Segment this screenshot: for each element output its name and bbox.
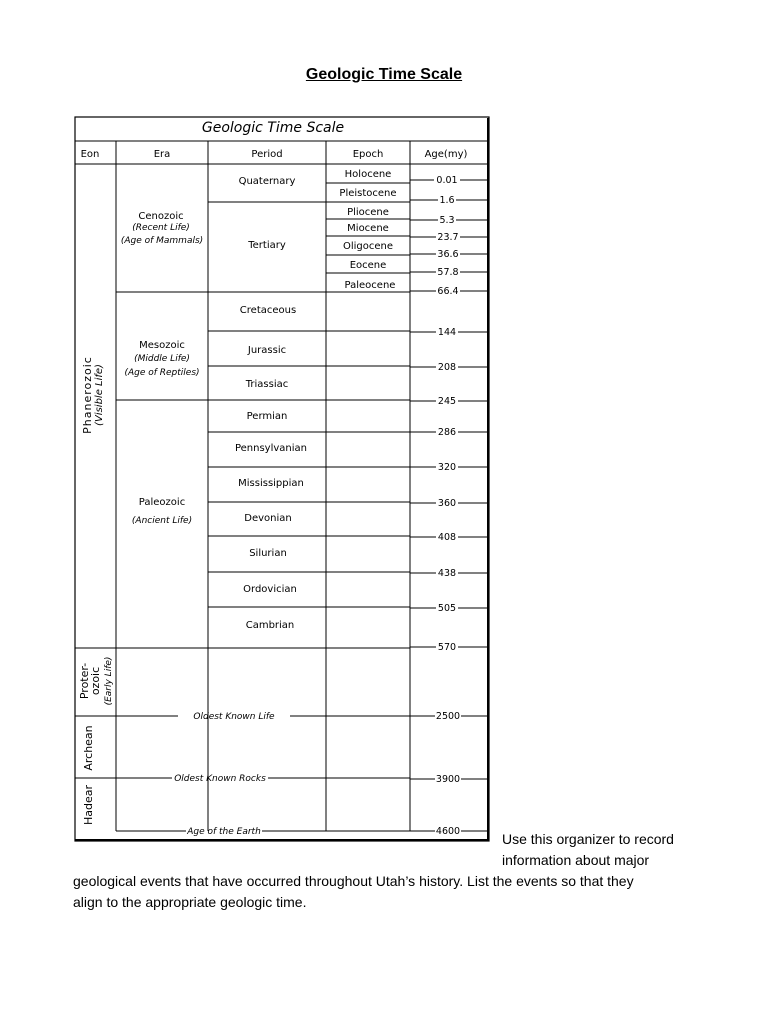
epoch-paleocene: Paleocene (344, 280, 396, 291)
header-era: Era (153, 149, 171, 160)
age-66-4: 66.4 (437, 286, 459, 297)
period-silurian: Silurian (249, 548, 287, 559)
event-oldest-rocks: Oldest Known Rocks (174, 774, 266, 784)
body-text-line-2: align to the appropriate geologic time. (73, 894, 307, 910)
period-cretaceous: Cretaceous (239, 305, 297, 316)
age-286: 286 (437, 427, 457, 438)
age-3900: 3900 (435, 774, 461, 785)
organizer-instructions: Use this organizer to record information about major (502, 831, 674, 868)
event-oldest-life: Oldest Known Life (193, 712, 275, 722)
period-ordovician: Ordovician (243, 584, 297, 595)
age-144: 144 (437, 327, 457, 338)
eon-phanerozoic-note: (Visible Life) (94, 364, 105, 426)
document-title: Geologic Time Scale (305, 66, 463, 83)
age-5-3: 5.3 (439, 215, 455, 226)
eon-proterozoic-line1: Proter- (78, 662, 91, 700)
header-period: Period (251, 149, 283, 160)
age-1-6: 1.6 (439, 195, 455, 206)
era-mesozoic: Mesozoic (139, 340, 185, 351)
age-360: 360 (437, 498, 457, 509)
eon-hadean: Hadear (82, 784, 95, 826)
eon-proterozoic-note: (Early Life) (104, 656, 114, 706)
age-408: 408 (437, 532, 457, 543)
body-text-line-1: geological events that have occurred throughout Utah’s history. List the events so that they (73, 873, 634, 889)
epoch-pleistocene: Pleistocene (339, 188, 397, 199)
era-mesozoic-note2: (Age of Reptiles) (124, 368, 200, 378)
period-tertiary: Tertiary (248, 240, 286, 251)
era-cenozoic: Cenozoic (138, 211, 184, 222)
epoch-miocene: Miocene (347, 223, 389, 234)
period-mississippian: Mississippian (238, 478, 304, 489)
epoch-holocene: Holocene (344, 169, 392, 180)
period-permian: Permian (246, 411, 288, 422)
period-triassiac: Triassiac (245, 379, 289, 390)
table-caption: Geologic Time Scale (201, 120, 345, 136)
age-36-6: 36.6 (437, 249, 459, 260)
age-57-8: 57.8 (437, 267, 459, 278)
age-570: 570 (437, 642, 457, 653)
era-cenozoic-note1: (Recent Life) (132, 223, 190, 233)
era-paleozoic: Paleozoic (138, 497, 186, 508)
eon-archean: Archean (82, 725, 95, 771)
header-eon: Eon (80, 149, 100, 160)
age-labels (434, 174, 461, 837)
age-208: 208 (437, 362, 457, 373)
period-pennsylvanian: Pennsylvanian (234, 443, 308, 454)
age-23-7: 23.7 (437, 232, 459, 243)
era-mesozoic-note1: (Middle Life) (134, 354, 190, 364)
period-jurassic: Jurassic (247, 345, 287, 356)
epoch-pliocene: Pliocene (347, 207, 389, 218)
era-paleozoic-note1: (Ancient Life) (131, 516, 193, 526)
eon-phanerozoic: Phanerozoic (81, 356, 94, 434)
age-245: 245 (437, 396, 457, 407)
epoch-eocene: Eocene (349, 260, 387, 271)
eon-proterozoic-line2: ozoic (89, 666, 102, 696)
epoch-oligocene: Oligocene (342, 241, 394, 252)
age-4600: 4600 (435, 826, 461, 837)
header-epoch: Epoch (352, 149, 384, 160)
age-505: 505 (437, 603, 457, 614)
period-devonian: Devonian (244, 513, 292, 524)
age-438: 438 (437, 568, 457, 579)
event-age-of-earth: Age of the Earth (187, 827, 261, 837)
age-320: 320 (437, 462, 457, 473)
period-cambrian: Cambrian (245, 620, 295, 631)
header-age: Age(my) (424, 149, 468, 160)
age-2500: 2500 (435, 711, 461, 722)
era-cenozoic-note2: (Age of Mammals) (120, 236, 204, 246)
age-0-01: 0.01 (436, 175, 458, 186)
period-quaternary: Quaternary (238, 176, 296, 187)
